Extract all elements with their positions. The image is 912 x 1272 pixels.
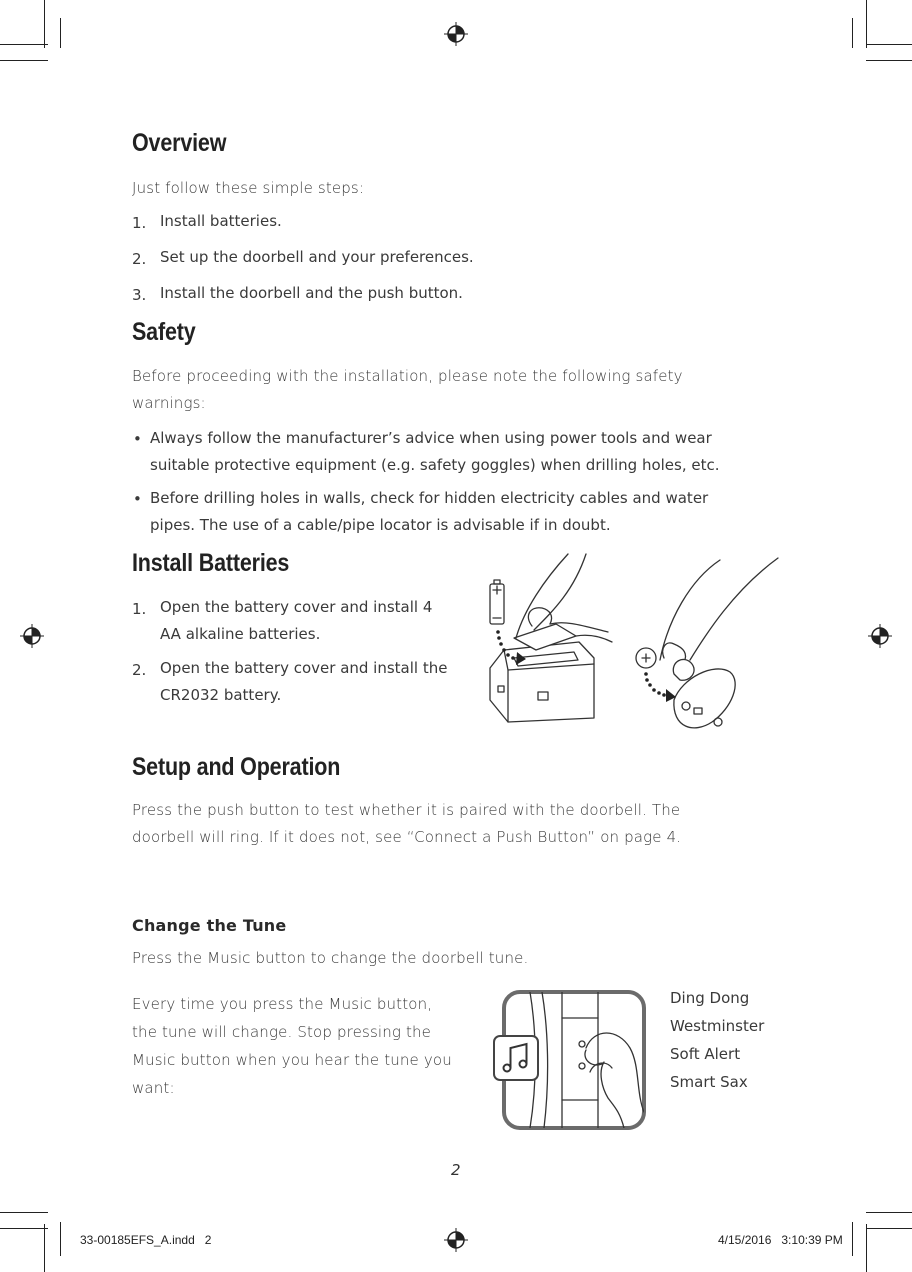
step-text: AA alkaline batteries. xyxy=(160,625,321,643)
crop-mark xyxy=(866,0,867,48)
crop-mark xyxy=(866,1228,912,1229)
crop-mark xyxy=(44,1224,45,1272)
install-batteries-heading: Install Batteries xyxy=(132,549,290,577)
crop-mark xyxy=(60,18,61,48)
bullet-text: Always follow the manufacturer’s advice when using power tools and wear xyxy=(150,429,712,447)
overview-intro: Just follow these simple steps: xyxy=(132,179,365,197)
setup-text: doorbell will ring. If it does not, see “Connect a Push Button” on page 4. xyxy=(132,828,682,846)
step-number: 2. xyxy=(132,661,147,679)
change-tune-heading: Change the Tune xyxy=(132,916,287,935)
change-tune-body: the tune will change. Stop pressing the xyxy=(132,1023,432,1041)
tune-option: Ding Dong xyxy=(670,989,750,1007)
bullet-text: suitable protective equipment (e.g. safety goggles) when drilling holes, etc. xyxy=(150,456,720,474)
footer-timestamp: 4/15/2016 3:10:39 PM xyxy=(718,1233,843,1247)
safety-heading: Safety xyxy=(132,318,196,346)
registration-mark-icon xyxy=(444,22,468,46)
safety-intro: Before proceeding with the installation, please note the following safety xyxy=(132,367,683,385)
crop-mark xyxy=(866,1212,912,1213)
bullet-icon: • xyxy=(133,430,142,448)
crop-mark xyxy=(866,44,912,45)
bullet-icon: • xyxy=(133,490,142,508)
crop-mark xyxy=(866,1224,867,1272)
change-tune-body: want: xyxy=(132,1079,175,1097)
crop-mark xyxy=(852,1222,853,1256)
step-text: Install the doorbell and the push button. xyxy=(160,284,463,302)
step-number: 2. xyxy=(132,250,147,268)
registration-mark-icon xyxy=(444,1228,468,1252)
tune-option: Soft Alert xyxy=(670,1045,741,1063)
crop-mark xyxy=(866,60,912,61)
step-number: 1. xyxy=(132,214,147,232)
tune-option: Westminster xyxy=(670,1017,765,1035)
crop-mark xyxy=(0,1228,48,1229)
bullet-text: Before drilling holes in walls, check for hidden electricity cables and water xyxy=(150,489,709,507)
step-text: Install batteries. xyxy=(160,212,282,230)
step-number: 1. xyxy=(132,600,147,618)
crop-mark xyxy=(44,0,45,48)
step-text: Open the battery cover and install 4 xyxy=(160,598,433,616)
change-tune-body: Every time you press the Music button, xyxy=(132,995,433,1013)
setup-text: Press the push button to test whether it is paired with the doorbell. The xyxy=(132,801,681,819)
change-tune-body: Music button when you hear the tune you xyxy=(132,1051,452,1069)
music-button-illustration xyxy=(490,988,650,1134)
bullet-text: pipes. The use of a cable/pipe locator is advisable if in doubt. xyxy=(150,516,611,534)
step-text: CR2032 battery. xyxy=(160,686,282,704)
safety-intro: warnings: xyxy=(132,394,206,412)
registration-mark-icon xyxy=(20,624,44,648)
crop-mark xyxy=(0,44,48,45)
page-number: 2 xyxy=(451,1161,461,1179)
footer-filename: 33-00185EFS_A.indd 2 xyxy=(80,1233,212,1247)
setup-heading: Setup and Operation xyxy=(132,753,341,781)
tune-option: Smart Sax xyxy=(670,1073,748,1091)
crop-mark xyxy=(0,60,48,61)
battery-install-illustration xyxy=(484,550,784,740)
step-number: 3. xyxy=(132,286,147,304)
step-text: Set up the doorbell and your preferences. xyxy=(160,248,474,266)
change-tune-intro: Press the Music button to change the doorbell tune. xyxy=(132,949,529,967)
crop-mark xyxy=(852,18,853,48)
registration-mark-icon xyxy=(868,624,892,648)
step-text: Open the battery cover and install the xyxy=(160,659,448,677)
crop-mark xyxy=(0,1212,48,1213)
crop-mark xyxy=(60,1222,61,1256)
overview-heading: Overview xyxy=(132,129,227,157)
